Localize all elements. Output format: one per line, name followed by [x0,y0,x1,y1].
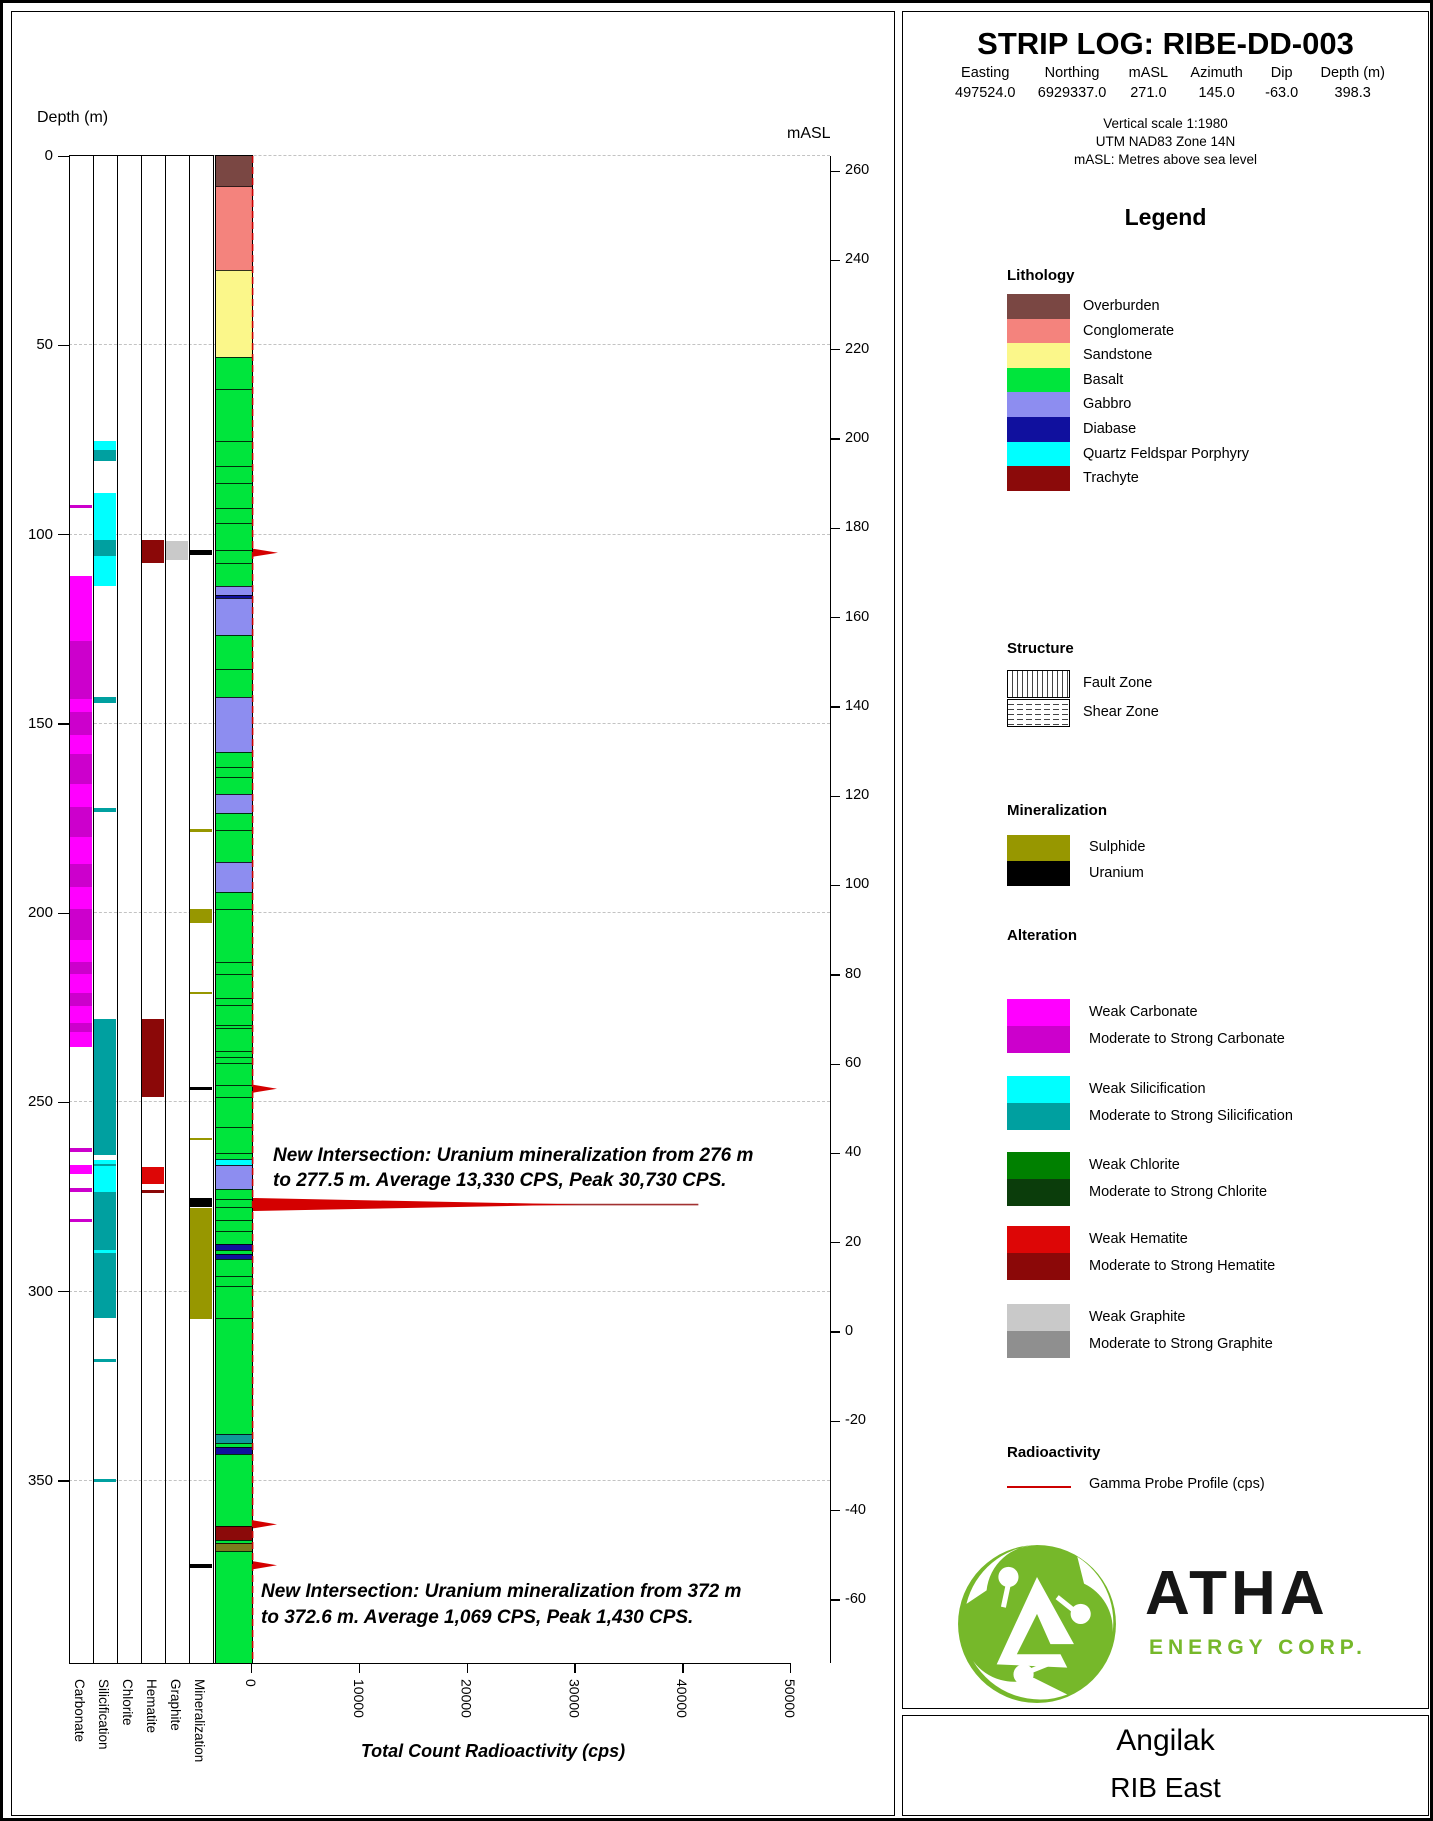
cps-tick [682,1663,683,1673]
page-title: STRIP LOG: RIBE-DD-003 [977,26,1354,61]
cps-tick [467,1663,468,1673]
masl-tick-label: 180 [845,519,870,536]
masl-tick-label: 220 [845,340,870,357]
cps-tick [359,1663,360,1673]
depth-tick-label: 200 [27,904,53,922]
column-label-chlorite: Chlorite [120,1679,135,1726]
collar-value: 6929337.0 [1037,84,1107,101]
track-lane-chlorite [117,155,142,1664]
masl-tick-label: 200 [845,429,870,446]
cps-tick [790,1663,791,1673]
gamma-spike [253,1085,277,1093]
depth-tick [58,723,69,724]
collar-column [1129,64,1169,103]
masl-tick [830,885,840,886]
masl-axis-label: mASL [787,125,831,142]
cps-tick-label: 20000 [458,1679,475,1718]
cps-tick-label: 10000 [350,1679,367,1718]
strip-log-plot [3,3,896,1821]
structure-label: Fault Zone [1083,675,1153,691]
gamma-spike [253,1561,277,1569]
depth-tick [58,156,69,157]
mineralization-swatch-sulphide [1007,835,1070,861]
depth-tick-label: 300 [27,1282,53,1300]
company-logo [953,1540,1383,1710]
alteration-label-weak: Weak Chlorite [1089,1157,1180,1173]
alteration-swatch-weak_silicification [1007,1076,1070,1103]
litho-swatch-conglomerate [1007,319,1070,344]
cps-tick-label: 0 [243,1679,259,1687]
depth-tick [58,534,69,535]
masl-tick-label: -40 [845,1501,866,1518]
scale-line-3: mASL: Metres above sea level [1073,152,1258,167]
track-lane-hematite [141,155,166,1664]
litho-label: Basalt [1083,371,1124,388]
alteration-swatch-weak_chlorite [1007,1152,1070,1179]
masl-tick [830,1599,840,1600]
collar-value: -63.0 [1265,84,1299,101]
masl-tick [830,438,840,439]
masl-tick-label: 40 [845,1144,862,1161]
alteration-label-weak: Weak Carbonate [1089,1004,1198,1020]
alteration-swatch-mod_hematite [1007,1253,1070,1280]
collar-column [1265,64,1298,103]
alteration-label-strong: Moderate to Strong Hematite [1089,1258,1276,1274]
litho-swatch-gabbro [1007,392,1070,417]
alteration-label-strong: Moderate to Strong Graphite [1089,1336,1273,1352]
column-label-graphite: Graphite [168,1679,183,1731]
collar-value: 271.0 [1130,84,1167,101]
depth-tick [58,345,69,346]
column-label-carbonate: Carbonate [72,1679,87,1743]
masl-tick-label: 60 [845,1055,862,1071]
depth-tick [58,913,69,914]
collar-value: 145.0 [1198,84,1235,101]
legend-panel [902,11,1429,1709]
collar-label: Depth (m) [1320,65,1385,81]
masl-tick-label: 0 [845,1322,854,1339]
masl-tick [830,171,840,172]
masl-tick [830,706,840,707]
alteration-label-weak: Weak Silicification [1089,1081,1206,1097]
masl-axis-line [830,156,831,1663]
atha-logo-icon [953,1540,1121,1708]
masl-tick-label: -20 [845,1412,866,1429]
masl-tick [830,1331,840,1332]
alteration-swatch-mod_silicification [1007,1103,1070,1130]
depth-axis-label: Depth (m) [37,109,109,126]
masl-tick [830,1153,840,1154]
collar-value: 398.3 [1334,84,1371,101]
collar-label: mASL [1128,65,1169,81]
area-name: RIB East [1110,1772,1221,1803]
masl-tick-label: 160 [845,608,870,625]
masl-tick-label: -60 [845,1590,866,1607]
scale-line-2: UTM NAD83 Zone 14N [1095,134,1236,149]
depth-tick [58,1102,69,1103]
gamma-legend-line [1007,1486,1071,1488]
scale-line-1: Vertical scale 1:1980 [1103,116,1228,131]
column-label-silicification: Silicification [96,1679,111,1750]
track-lane-graphite [165,155,190,1664]
track-lane-silicification [93,155,118,1664]
structure-label: Shear Zone [1083,704,1159,720]
collar-value: 497524.0 [955,84,1016,101]
depth-tick-label: 150 [27,714,53,732]
structure-swatch-shear [1007,699,1070,727]
litho-swatch-diabase [1007,417,1070,442]
radioactivity-heading: Radioactivity [1007,1444,1101,1461]
masl-tick [830,1421,840,1422]
masl-tick [830,1510,840,1511]
collar-label: Easting [961,65,1010,81]
column-label-mineralization: Mineralization [192,1679,207,1763]
litho-label: Trachyte [1083,470,1139,487]
depth-tick-label: 50 [36,336,53,354]
collar-column [955,64,1015,103]
alteration-swatch-weak_graphite [1007,1304,1070,1331]
litho-label: Diabase [1083,421,1137,437]
cps-tick-label: 40000 [674,1679,691,1718]
masl-tick [830,260,840,261]
masl-tick-label: 240 [845,251,870,268]
masl-tick [830,796,840,797]
alteration-swatch-mod_graphite [1007,1331,1070,1358]
depth-tick [58,1480,69,1481]
collar-column [1320,64,1384,103]
litho-swatch-qfp [1007,442,1070,467]
litho-label: Sandstone [1083,347,1153,364]
structure-swatch-fault [1007,670,1070,698]
litho-swatch-overburden [1007,294,1070,319]
logo-wordmark: ATHA [1145,1559,1329,1628]
masl-tick-label: 80 [845,965,862,982]
alteration-label-weak: Weak Graphite [1089,1309,1186,1325]
masl-tick [830,1064,840,1065]
litho-label: Quartz Feldspar Porphyry [1083,445,1250,462]
alteration-heading: Alteration [1007,927,1078,944]
cps-axis-title: Total Count Radioactivity (cps) [360,1741,626,1761]
alteration-label-weak: Weak Hematite [1089,1231,1188,1247]
litho-label: Conglomerate [1083,322,1175,339]
gamma-spike [253,549,278,557]
footer-title-box [902,1715,1429,1816]
gamma-legend-label: Gamma Probe Profile (cps) [1089,1476,1265,1492]
alteration-swatch-weak_carbonate [1007,999,1070,1026]
column-label-hematite: Hematite [144,1679,159,1734]
litho-swatch-sandstone [1007,343,1070,368]
litho-label: Overburden [1083,298,1160,314]
track-lane-carbonate [69,155,94,1664]
cps-tick [251,1663,252,1673]
alteration-label-strong: Moderate to Strong Silicification [1089,1108,1293,1124]
masl-tick [830,617,840,618]
mineralization-heading: Mineralization [1007,802,1108,819]
mineralization-label: Uranium [1089,864,1144,881]
depth-tick [58,1291,69,1292]
alteration-swatch-mod_chlorite [1007,1179,1070,1206]
alteration-label-strong: Moderate to Strong Carbonate [1089,1031,1285,1047]
depth-tick-label: 250 [27,1093,53,1111]
masl-tick-label: 120 [845,787,870,804]
alteration-label-strong: Moderate to Strong Chlorite [1089,1184,1268,1200]
alteration-swatch-mod_carbonate [1007,1026,1070,1053]
annotation: New Intersection: Uranium mineralization from 372 m to 372.6 m. Average 1,069 CPS, Peak 1,430 CPS. [261,1581,742,1628]
logo-subtitle: ENERGY CORP. [1149,1636,1367,1659]
masl-tick-label: 20 [845,1233,862,1250]
litho-label: Gabbro [1083,396,1132,413]
gamma-spike [253,1520,277,1528]
lithology-lane [215,155,253,1664]
cps-tick-label: 50000 [782,1679,798,1718]
structure-heading: Structure [1007,640,1074,657]
depth-tick-label: 350 [27,1471,53,1489]
masl-tick-label: 260 [845,162,870,178]
masl-tick [830,974,840,975]
depth-tick-label: 100 [27,525,53,543]
alteration-swatch-weak_hematite [1007,1226,1070,1253]
masl-tick [830,528,840,529]
project-name: Angilak [1116,1724,1215,1757]
collar-column [1190,64,1242,103]
collar-label: Northing [1044,65,1100,81]
cps-tick-label: 30000 [566,1679,583,1718]
track-lane-mineralization [189,155,214,1664]
masl-tick-label: 140 [845,697,870,714]
masl-tick-label: 100 [845,876,870,893]
litho-swatch-trachyte [1007,466,1070,491]
masl-tick [830,349,840,350]
cps-tick [574,1663,575,1673]
mineralization-label: Sulphide [1089,839,1146,855]
mineralization-swatch-uranium [1007,861,1070,887]
legend-title: Legend [1124,204,1207,230]
collar-info-table [955,64,1385,103]
annotation: New Intersection: Uranium mineralization from 276 m to 277.5 m. Average 13,330 CPS, Peak 30,730 CPS. [273,1144,754,1192]
collar-label: Azimuth [1190,65,1243,81]
collar-label: Dip [1270,65,1293,81]
depth-tick-label: 0 [44,147,53,164]
lithology-heading: Lithology [1007,267,1075,284]
gamma-spike [253,1198,582,1211]
masl-tick [830,1242,840,1243]
litho-swatch-basalt [1007,368,1070,393]
collar-column [1038,64,1107,103]
